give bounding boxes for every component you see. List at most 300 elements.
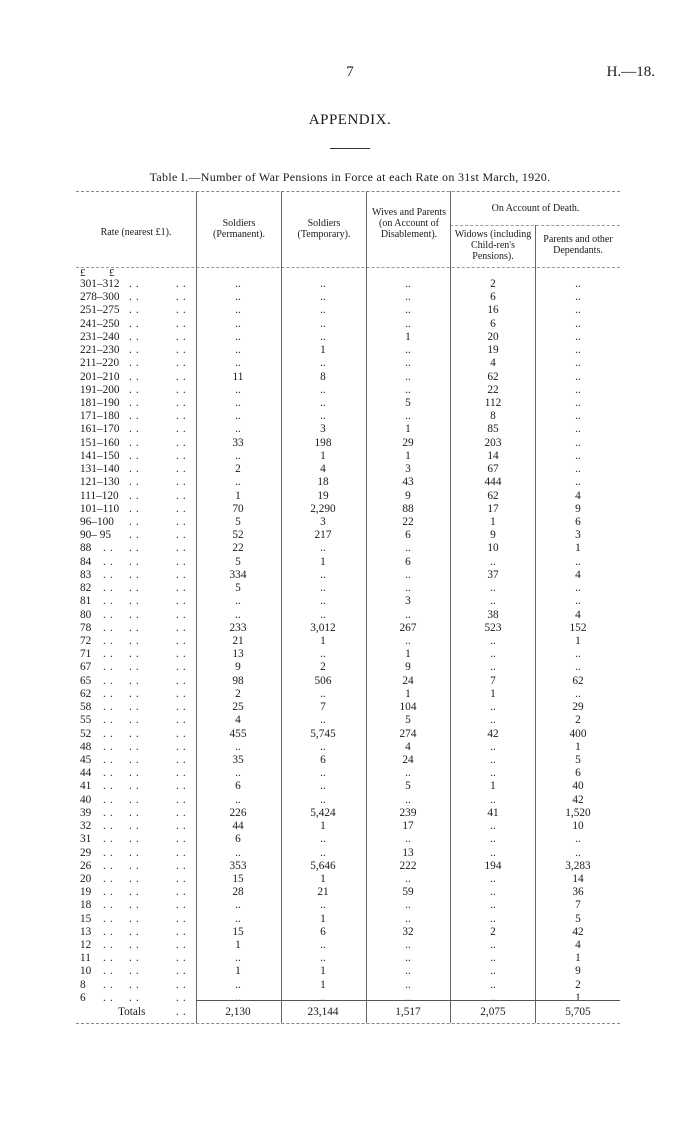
rate-cell: 81	[80, 595, 92, 608]
rate-cell: 19	[80, 886, 92, 899]
leader-dots: ..	[103, 753, 117, 766]
cell-soldiers-temporary: ..	[320, 330, 326, 343]
rate-cell: 13	[80, 925, 92, 938]
leader-dots: ..	[129, 357, 143, 370]
leader-dots: ..	[176, 846, 190, 859]
cell-widows: 85	[487, 423, 499, 436]
cell-widows: 17	[487, 502, 499, 515]
cell-wives-parents: 5	[405, 397, 411, 409]
cell-wives-parents: ..	[405, 582, 411, 595]
cell-soldiers-permanent: 5	[235, 582, 241, 595]
leader-dots: ..	[129, 793, 143, 806]
cell-parents-dependants: 4	[575, 489, 581, 502]
table-row	[0, 609, 700, 622]
leader-dots: ..	[176, 952, 190, 965]
rate-cell: 161–170	[80, 423, 120, 436]
leader-dots: ..	[103, 621, 117, 634]
cell-soldiers-temporary: 1	[320, 344, 326, 357]
leader-dots: ..	[103, 846, 117, 859]
cell-soldiers-permanent: 4	[235, 714, 241, 727]
cell-soldiers-temporary: 6	[320, 753, 326, 766]
rate-cell: 301–312	[80, 278, 120, 290]
leader-dots: ..	[176, 304, 190, 317]
leader-dots: ..	[176, 939, 190, 951]
rate-cell: 26	[80, 859, 92, 872]
leader-dots: ..	[129, 634, 143, 647]
leader-dots: ..	[176, 965, 190, 978]
rate-cell: 48	[80, 740, 92, 753]
cell-widows: 62	[487, 370, 499, 383]
rate-cell: 151–160	[80, 436, 120, 449]
cell-widows: ..	[490, 899, 496, 912]
rate-cell: 88	[80, 542, 92, 555]
rate-cell: 121–130	[80, 476, 120, 489]
table-row	[0, 278, 700, 291]
cell-parents-dependants: 4	[575, 608, 581, 621]
cell-wives-parents: ..	[405, 542, 411, 555]
cell-soldiers-permanent: 13	[232, 648, 244, 661]
table-row	[0, 371, 700, 384]
cell-soldiers-permanent: 98	[232, 674, 244, 687]
table-row	[0, 728, 700, 741]
leader-dots: ..	[103, 595, 117, 608]
cell-soldiers-permanent: ..	[235, 991, 241, 1004]
rate-cell: 58	[80, 701, 92, 713]
rate-cell: 231–240	[80, 330, 120, 343]
cell-soldiers-permanent: 11	[232, 370, 244, 383]
cell-soldiers-permanent: 6	[235, 780, 241, 793]
cell-parents-dependants: ..	[575, 291, 581, 304]
cell-wives-parents: ..	[405, 370, 411, 383]
leader-dots: ..	[176, 767, 190, 780]
leader-dots: ..	[129, 542, 143, 555]
cell-parents-dependants: 5	[575, 753, 581, 766]
cell-parents-dependants: ..	[575, 463, 581, 476]
leader-dots: ..	[129, 899, 143, 912]
cell-wives-parents: ..	[405, 304, 411, 317]
cell-widows: 19	[487, 344, 499, 357]
rate-cell: 15	[80, 912, 92, 925]
leader-dots: ..	[176, 833, 190, 846]
cell-parents-dependants: 3	[575, 529, 581, 542]
cell-parents-dependants: 3,283	[565, 859, 591, 872]
rate-cell: 10	[80, 965, 92, 978]
cell-soldiers-permanent: ..	[235, 608, 241, 621]
leader-dots: ..	[103, 555, 117, 568]
cell-widows: 2	[490, 278, 496, 290]
cell-parents-dependants: 10	[572, 820, 584, 832]
table-row	[0, 357, 700, 370]
total-wives-parents: 1,517	[395, 1006, 421, 1018]
cell-widows: 22	[487, 383, 499, 396]
table-row	[0, 595, 700, 608]
leader-dots: ..	[103, 872, 117, 885]
cell-wives-parents: ..	[405, 568, 411, 581]
leader-dots: ..	[129, 476, 143, 489]
cell-widows: ..	[490, 555, 496, 568]
leader-dots: ..	[176, 648, 190, 661]
rate-cell: 241–250	[80, 317, 120, 330]
cell-soldiers-permanent: 2	[235, 687, 241, 700]
cell-soldiers-permanent: 6	[235, 833, 241, 846]
appendix-title: APPENDIX.	[308, 112, 392, 128]
cell-wives-parents: ..	[405, 872, 411, 885]
cell-soldiers-temporary: ..	[320, 383, 326, 396]
cell-widows: 38	[487, 608, 499, 621]
leader-dots: ..	[129, 436, 143, 449]
leader-dots: ..	[103, 701, 117, 713]
leader-dots: ..	[176, 423, 190, 436]
table-row	[0, 741, 700, 754]
table-row	[0, 569, 700, 582]
table-row	[0, 503, 700, 516]
cell-soldiers-temporary: 217	[314, 529, 332, 542]
cell-parents-dependants: 2	[575, 714, 581, 727]
cell-widows: 9	[490, 529, 496, 542]
cell-parents-dependants: 2	[575, 978, 581, 991]
cell-soldiers-permanent: ..	[235, 410, 241, 423]
cell-wives-parents: 17	[402, 820, 414, 832]
leader-dots: ..	[176, 661, 190, 674]
cell-soldiers-permanent: ..	[235, 383, 241, 396]
rate-cell: 41	[80, 780, 92, 793]
leader-dots: ..	[129, 674, 143, 687]
cell-widows: 4	[490, 357, 496, 370]
cell-wives-parents: 6	[405, 555, 411, 568]
leader-dots: ..	[129, 291, 143, 304]
cell-wives-parents: ..	[405, 278, 411, 290]
table-row	[0, 542, 700, 555]
leader-dots: ..	[176, 872, 190, 885]
rate-cell: 84	[80, 555, 92, 568]
leader-dots: ..	[103, 886, 117, 899]
cell-soldiers-temporary: 4	[320, 463, 326, 476]
cell-wives-parents: 29	[402, 436, 414, 449]
leader-dots: ..	[176, 582, 190, 595]
leader-dots: ..	[176, 1006, 190, 1018]
table-row	[0, 899, 700, 912]
cell-widows: ..	[490, 939, 496, 951]
header-on-account-of-death: On Account of Death.	[491, 203, 580, 214]
header-bottom-rule	[76, 267, 620, 268]
cell-soldiers-permanent: 35	[232, 753, 244, 766]
cell-widows: 112	[484, 397, 502, 409]
cell-wives-parents: 4	[405, 740, 411, 753]
cell-wives-parents: ..	[405, 899, 411, 912]
cell-widows: ..	[490, 661, 496, 674]
cell-parents-dependants: ..	[575, 436, 581, 449]
table-row	[0, 423, 700, 436]
cell-soldiers-temporary: ..	[320, 397, 326, 409]
cell-soldiers-permanent: ..	[235, 344, 241, 357]
rate-cell: 12	[80, 939, 92, 951]
cell-wives-parents: 24	[402, 753, 414, 766]
cell-widows: 37	[487, 568, 499, 581]
cell-widows: ..	[490, 978, 496, 991]
table-row	[0, 794, 700, 807]
table-row	[0, 807, 700, 820]
leader-dots: ..	[129, 714, 143, 727]
cell-widows: ..	[490, 833, 496, 846]
cell-parents-dependants: ..	[575, 304, 581, 317]
leader-dots: ..	[103, 793, 117, 806]
cell-soldiers-permanent: 52	[232, 529, 244, 542]
cell-parents-dependants: 1	[575, 952, 581, 965]
cell-soldiers-permanent: ..	[235, 793, 241, 806]
leader-dots: ..	[176, 568, 190, 581]
rate-cell: 8	[80, 978, 86, 991]
leader-dots: ..	[129, 423, 143, 436]
leader-dots: ..	[103, 767, 117, 780]
rate-cell: 278–300	[80, 291, 120, 304]
cell-widows: 10	[487, 542, 499, 555]
cell-soldiers-permanent: ..	[235, 740, 241, 753]
rate-cell: 62	[80, 687, 92, 700]
leader-dots: ..	[176, 397, 190, 409]
cell-parents-dependants: ..	[575, 582, 581, 595]
cell-wives-parents: ..	[405, 965, 411, 978]
table-row	[0, 635, 700, 648]
cell-wives-parents: 1	[405, 687, 411, 700]
cell-soldiers-temporary: ..	[320, 793, 326, 806]
cell-wives-parents: 1	[405, 449, 411, 462]
cell-wives-parents: 43	[402, 476, 414, 489]
leader-dots: ..	[129, 621, 143, 634]
rate-cell: 101–110	[80, 502, 120, 515]
leader-dots: ..	[129, 582, 143, 595]
rate-cell: 20	[80, 872, 92, 885]
cell-widows: 67	[487, 463, 499, 476]
leader-dots: ..	[176, 410, 190, 423]
rate-cell: 96–100	[80, 516, 114, 528]
cell-soldiers-temporary: 7	[320, 701, 326, 713]
cell-wives-parents: 1	[405, 648, 411, 661]
leader-dots: ..	[103, 740, 117, 753]
rate-cell: 78	[80, 621, 92, 634]
cell-soldiers-temporary: ..	[320, 608, 326, 621]
table-row	[0, 304, 700, 317]
cell-widows: ..	[490, 965, 496, 978]
leader-dots: ..	[176, 370, 190, 383]
leader-dots: ..	[129, 846, 143, 859]
leader-dots: ..	[129, 701, 143, 713]
leader-dots: ..	[129, 608, 143, 621]
cell-soldiers-temporary: 1	[320, 634, 326, 647]
totals-top-rule	[196, 1000, 620, 1001]
cell-widows: 1	[490, 780, 496, 793]
cell-soldiers-temporary: ..	[320, 410, 326, 423]
leader-dots: ..	[103, 661, 117, 674]
cell-wives-parents: ..	[405, 767, 411, 780]
cell-parents-dependants: ..	[575, 476, 581, 489]
cell-parents-dependants: 6	[575, 767, 581, 780]
cell-soldiers-temporary: 18	[317, 476, 329, 489]
rate-cell: 45	[80, 753, 92, 766]
cell-wives-parents: 222	[399, 859, 417, 872]
cell-wives-parents: 24	[402, 674, 414, 687]
cell-soldiers-permanent: ..	[235, 304, 241, 317]
cell-widows: ..	[490, 991, 496, 1004]
rate-cell: 71	[80, 648, 92, 661]
cell-parents-dependants: ..	[575, 846, 581, 859]
leader-dots: ..	[129, 516, 143, 528]
leader-dots: ..	[176, 687, 190, 700]
rate-cell: 11	[80, 952, 91, 965]
cell-widows: 523	[484, 621, 502, 634]
cell-widows: ..	[490, 846, 496, 859]
cell-widows: 41	[487, 806, 499, 819]
cell-parents-dependants: ..	[575, 595, 581, 608]
leader-dots: ..	[176, 555, 190, 568]
cell-wives-parents: 59	[402, 886, 414, 899]
cell-parents-dependants: ..	[575, 410, 581, 423]
rate-cell: 65	[80, 674, 92, 687]
cell-widows: 194	[484, 859, 502, 872]
rate-cell: 40	[80, 793, 92, 806]
leader-dots: ..	[103, 939, 117, 951]
cell-wives-parents: ..	[405, 383, 411, 396]
cell-wives-parents: ..	[405, 991, 411, 1004]
leader-dots: ..	[176, 595, 190, 608]
cell-parents-dependants: 1,520	[565, 806, 591, 819]
table-row	[0, 873, 700, 886]
cell-parents-dependants: ..	[575, 383, 581, 396]
cell-soldiers-temporary: 8	[320, 370, 326, 383]
table-title: Table I.—Number of War Pensions in Force at each Rate on 31st March, 1920.	[149, 170, 551, 184]
cell-wives-parents: ..	[405, 793, 411, 806]
leader-dots: ..	[176, 330, 190, 343]
cell-soldiers-permanent: 5	[235, 516, 241, 528]
cell-parents-dependants: 9	[575, 502, 581, 515]
leader-dots: ..	[176, 291, 190, 304]
cell-widows: 1	[490, 516, 496, 528]
cell-soldiers-permanent: 44	[232, 820, 244, 832]
leader-dots: ..	[129, 727, 143, 740]
leader-dots: ..	[129, 555, 143, 568]
rate-cell: 181–190	[80, 397, 120, 409]
table-row	[0, 622, 700, 635]
title-rule	[330, 148, 370, 149]
cell-soldiers-permanent: 226	[229, 806, 247, 819]
cell-soldiers-permanent: ..	[235, 476, 241, 489]
leader-dots: ..	[103, 925, 117, 938]
cell-soldiers-temporary: 506	[314, 674, 332, 687]
cell-widows: ..	[490, 648, 496, 661]
cell-wives-parents: 9	[405, 661, 411, 674]
cell-soldiers-temporary: ..	[320, 714, 326, 727]
leader-dots: ..	[176, 859, 190, 872]
leader-dots: ..	[176, 780, 190, 793]
table-row	[0, 979, 700, 992]
cell-soldiers-temporary: ..	[320, 846, 326, 859]
cell-wives-parents: ..	[405, 317, 411, 330]
cell-parents-dependants: 14	[572, 872, 584, 885]
cell-wives-parents: ..	[405, 291, 411, 304]
header-soldiers-permanent: Soldiers (Permanent).	[213, 218, 265, 240]
leader-dots: ..	[176, 476, 190, 489]
leader-dots: ..	[103, 634, 117, 647]
leader-dots: ..	[103, 780, 117, 793]
cell-soldiers-temporary: 1	[320, 965, 326, 978]
leader-dots: ..	[103, 899, 117, 912]
table-row	[0, 463, 700, 476]
cell-soldiers-temporary: 5,424	[310, 806, 336, 819]
cell-soldiers-permanent: ..	[235, 330, 241, 343]
cell-widows: ..	[490, 912, 496, 925]
leader-dots: ..	[129, 820, 143, 832]
cell-soldiers-permanent: ..	[235, 978, 241, 991]
leader-dots: ..	[129, 912, 143, 925]
table-row	[0, 450, 700, 463]
cell-parents-dependants: ..	[575, 423, 581, 436]
cell-soldiers-temporary: 5,646	[310, 859, 336, 872]
leader-dots: ..	[176, 502, 190, 515]
cell-widows: ..	[490, 714, 496, 727]
cell-widows: ..	[490, 740, 496, 753]
cell-wives-parents: 3	[405, 595, 411, 608]
leader-dots: ..	[129, 449, 143, 462]
rate-cell: 211–220	[80, 357, 120, 370]
leader-dots: ..	[176, 886, 190, 899]
cell-parents-dependants: 4	[575, 568, 581, 581]
cell-wives-parents: 32	[402, 925, 414, 938]
table-row	[0, 754, 700, 767]
table-row	[0, 820, 700, 833]
leader-dots: ..	[103, 978, 117, 991]
table-row	[0, 648, 700, 661]
cell-wives-parents: ..	[405, 952, 411, 965]
cell-soldiers-temporary: 19	[317, 489, 329, 502]
cell-wives-parents: ..	[405, 344, 411, 357]
leader-dots: ..	[129, 383, 143, 396]
leader-dots: ..	[176, 621, 190, 634]
cell-soldiers-temporary: 1	[320, 872, 326, 885]
leader-dots: ..	[129, 397, 143, 409]
rate-cell: 80	[80, 608, 92, 621]
rate-cell: 201–210	[80, 370, 120, 383]
cell-soldiers-temporary: 6	[320, 925, 326, 938]
cell-widows: ..	[490, 886, 496, 899]
cell-wives-parents: 9	[405, 489, 411, 502]
cell-soldiers-temporary: 198	[314, 436, 332, 449]
cell-wives-parents: 274	[399, 727, 417, 740]
cell-widows: ..	[490, 767, 496, 780]
cell-soldiers-temporary: 3,012	[310, 621, 336, 634]
cell-wives-parents: 13	[402, 846, 414, 859]
table-row	[0, 952, 700, 965]
cell-soldiers-permanent: 33	[232, 436, 244, 449]
cell-wives-parents: ..	[405, 939, 411, 951]
leader-dots: ..	[129, 965, 143, 978]
leader-dots: ..	[129, 463, 143, 476]
header-rate: Rate (nearest £1).	[100, 227, 172, 238]
cell-soldiers-permanent: 1	[235, 489, 241, 502]
table-row	[0, 556, 700, 569]
cell-soldiers-temporary: ..	[320, 648, 326, 661]
leader-dots: ..	[176, 357, 190, 370]
document-reference: H.—18.	[606, 64, 655, 80]
table-row	[0, 437, 700, 450]
leader-dots: ..	[129, 661, 143, 674]
leader-dots: ..	[103, 833, 117, 846]
cell-soldiers-permanent: ..	[235, 278, 241, 290]
cell-soldiers-temporary: ..	[320, 357, 326, 370]
cell-soldiers-temporary: 5,745	[310, 727, 336, 740]
leader-dots: ..	[129, 330, 143, 343]
leader-dots: ..	[176, 344, 190, 357]
cell-parents-dependants: 9	[575, 965, 581, 978]
leader-dots: ..	[103, 687, 117, 700]
